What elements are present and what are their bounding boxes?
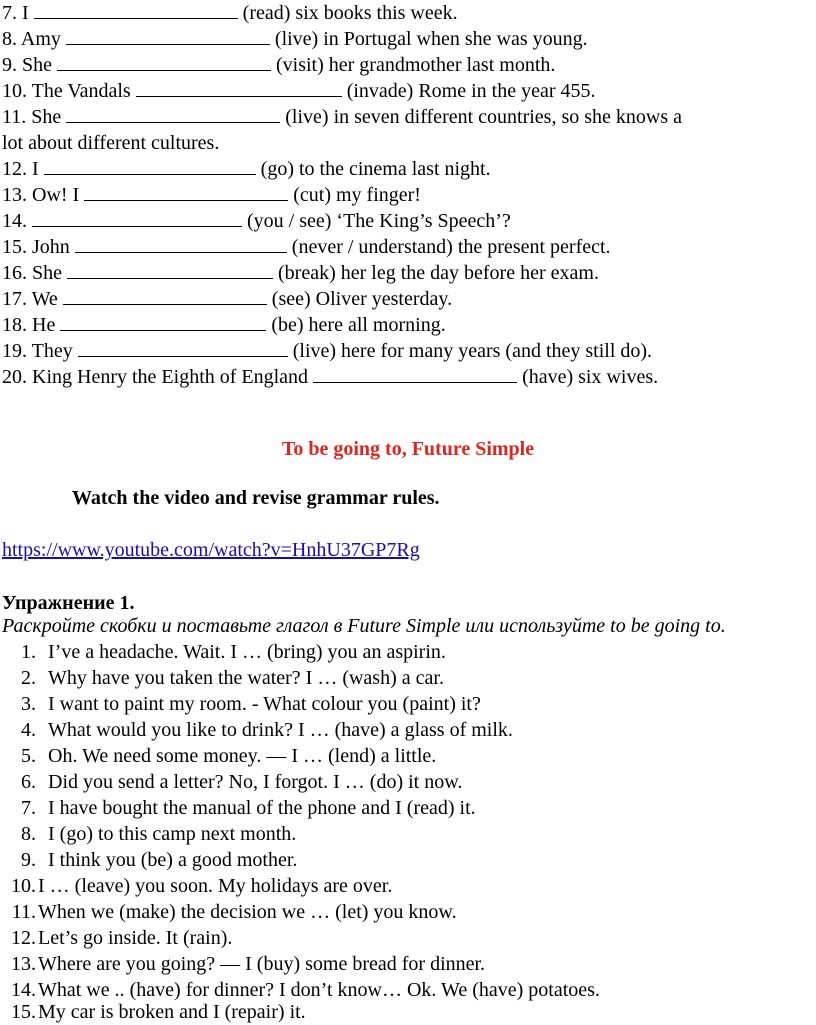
line-prefix: 15. John [2,236,70,258]
line-prefix: 9. She [2,54,52,76]
item-number: 4. [21,719,36,741]
line-suffix: (break) her leg the day before her exam. [278,262,599,284]
answer-blank[interactable] [136,79,342,97]
list-item [6,717,513,743]
exercise-line [2,286,452,312]
exercise-line [2,52,555,78]
item-text: Did you send a letter? No, I forgot. I … (do) it now. [48,771,463,793]
exercise-task [2,613,726,639]
item-number: 7. [21,797,36,819]
item-number: 3. [21,693,36,715]
task-text-b: Future Simple [347,615,461,637]
exercise-line [2,312,446,338]
video-link[interactable]: https://www.youtube.com/watch?v=HnhU37GP7Rg [2,539,420,561]
item-number: 12. [11,927,36,949]
line-suffix: (see) Oliver yesterday. [271,288,453,310]
item-number: 11. [11,901,36,923]
item-number: 13. [11,953,36,975]
item-text: I (go) to this camp next month. [48,823,297,845]
line-suffix: (live) in Portugal when she was young. [274,28,588,50]
list-item [6,665,444,691]
item-number: 15. [11,1001,36,1023]
item-text: What would you like to drink? I … (have) a glass of milk. [48,719,513,741]
answer-blank[interactable] [44,157,256,175]
answer-blank[interactable] [57,53,271,71]
item-text: I want to paint my room. - What colour you (paint) it? [48,693,481,715]
line-prefix: 16. She [2,262,62,284]
item-number: 14. [11,979,36,1001]
list-item [6,951,485,977]
answer-blank[interactable] [34,1,238,19]
section-title: To be going to, Future Simple [281,438,535,460]
exercise-line [2,0,458,26]
item-text: I have bought the manual of the phone and I (read) it. [48,797,476,819]
list-item [6,795,476,821]
item-text: I think you (be) a good mother. [48,849,298,871]
list-item [6,691,481,717]
line-prefix: 17. We [2,288,58,310]
list-item [6,999,306,1025]
answer-blank[interactable] [32,209,242,227]
exercise-line [2,260,599,286]
exercise-line [2,338,652,364]
item-text: When we (make) the decision we … (let) you know. [38,901,457,923]
answer-blank[interactable] [67,261,273,279]
list-item [6,847,297,873]
exercise-line [2,26,588,52]
item-number: 10. [11,875,36,897]
instruction-text: Watch the video and revise grammar rules. [72,487,440,509]
list-item [6,769,462,795]
list-item [6,873,392,899]
answer-blank[interactable] [313,365,517,383]
exercise-line [2,208,511,234]
task-text-a: Раскройте скобки и поставьте глагол в [2,615,348,637]
answer-blank[interactable] [63,287,267,305]
exercise-heading: Упражнение 1. [2,592,135,614]
line-suffix: (have) six wives. [522,366,659,388]
line-suffix: (cut) my finger! [293,184,421,206]
list-item [6,821,296,847]
line-suffix: (be) here all morning. [271,314,446,336]
line-prefix: 8. Amy [2,28,61,50]
line-suffix: (go) to the cinema last night. [260,158,491,180]
item-text: I … (leave) you soon. My holidays are over. [38,875,393,897]
item-text: I’ve a headache. Wait. I … (bring) you an aspirin. [48,641,446,663]
item-text: My car is broken and I (repair) it. [38,1001,306,1023]
line-suffix: (visit) her grandmother last month. [276,54,556,76]
answer-blank[interactable] [84,183,288,201]
exercise-line [2,156,491,182]
exercise-line [2,78,596,104]
line-prefix: 20. King Henry the Eighth of England [2,366,309,388]
line-text: lot about different cultures. [2,132,220,154]
item-number: 8. [21,823,36,845]
line-suffix: (you / see) ‘The King’s Speech’? [247,210,511,232]
list-item [6,899,457,925]
line-prefix: 18. He [2,314,56,336]
line-prefix: 11. She [2,106,62,128]
line-prefix: 19. They [2,340,73,362]
item-text: Oh. We need some money. — I … (lend) a little. [48,745,437,767]
line-suffix: (live) here for many years (and they still do). [292,340,653,362]
line-prefix: 14. [2,210,27,232]
list-item [6,925,232,951]
answer-blank[interactable] [66,27,270,45]
task-text-d: to be going to. [610,615,726,637]
answer-blank[interactable] [66,105,280,123]
exercise-line [2,104,682,130]
item-text: Let’s go inside. It (rain). [38,927,233,949]
exercise-line [2,182,421,208]
line-suffix: (never / understand) the present perfect. [291,236,611,258]
item-text: What we .. (have) for dinner? I don’t know… Ok. We (have) potatoes. [38,979,600,1001]
line-prefix: 12. I [2,158,39,180]
line-prefix: 13. Ow! I [2,184,80,206]
item-number: 9. [21,849,36,871]
task-text-c: или используйте [460,615,611,637]
exercise-line-continuation [2,130,219,156]
answer-blank[interactable] [60,313,266,331]
list-item [6,743,436,769]
item-number: 6. [21,771,36,793]
item-number: 1. [21,641,36,663]
line-suffix: (invade) Rome in the year 455. [346,80,596,102]
exercise-line [2,364,658,390]
item-text: Why have you taken the water? I … (wash) a car. [48,667,444,689]
exercise-line [2,234,611,260]
line-suffix: (live) in seven different countries, so she knows a [285,106,683,128]
item-text: Where are you going? — I (buy) some bread for dinner. [38,953,486,975]
line-prefix: 7. I [2,2,29,24]
line-prefix: 10. The Vandals [2,80,131,102]
answer-blank[interactable] [75,235,287,253]
line-suffix: (read) six books this week. [242,2,458,24]
answer-blank[interactable] [78,339,288,357]
video-link-row [2,537,420,563]
item-number: 2. [21,667,36,689]
list-item [6,639,446,665]
item-number: 5. [21,745,36,767]
